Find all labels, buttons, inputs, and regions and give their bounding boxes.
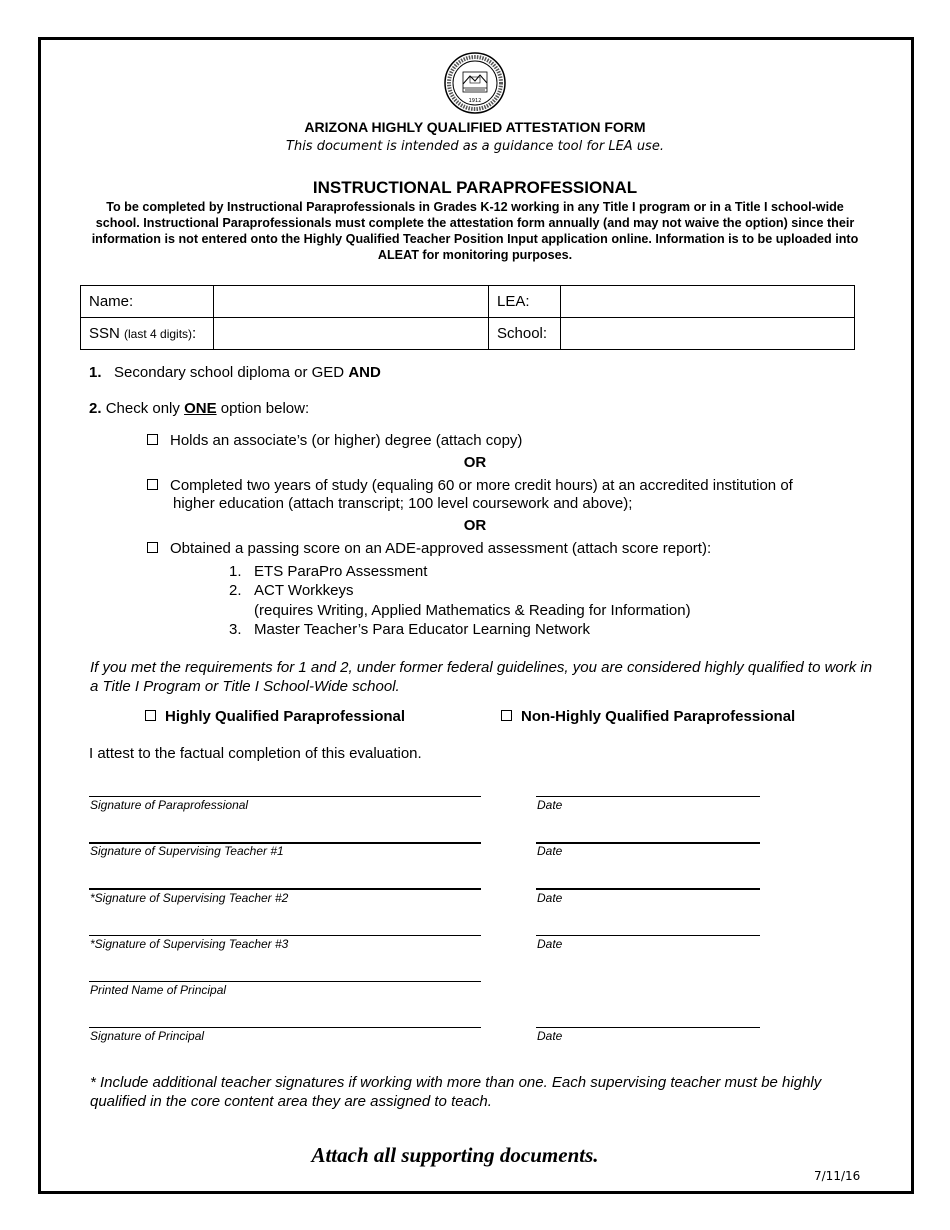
signature-label: Signature of Supervising Teacher #1 <box>90 844 284 858</box>
footnote: * Include additional teacher signatures if working with more than one. Each supervising teacher must be highly qualified in the core content area they are assigned to teach. <box>90 1074 822 1110</box>
signature-line[interactable] <box>89 888 481 890</box>
form-subtitle: This document is intended as a guidance tool for LEA use. <box>286 139 664 154</box>
date-line[interactable] <box>536 888 760 890</box>
name-label: Name: <box>81 286 214 318</box>
attach-notice: Attach all supporting documents. <box>311 1143 599 1167</box>
hq-option: Highly Qualified Paraprofessional <box>145 708 405 725</box>
option-associate-degree: Holds an associate’s (or higher) degree (attach copy) <box>147 432 522 450</box>
ssn-label: SSN (last 4 digits): <box>81 318 214 350</box>
version-date: 7/11/16 <box>814 1169 861 1183</box>
option-two-years-study: Completed two years of study (equaling 60 or more credit hours) at an accredited institution of higher education (attach transcript; 100 level coursework and above); <box>147 477 793 513</box>
date-line[interactable] <box>536 1027 760 1028</box>
workkeys-note: (requires Writing, Applied Mathematics & Reading for Information) <box>254 602 691 619</box>
signature-label: Signature of Principal <box>90 1029 205 1043</box>
arizona-state-seal <box>444 52 506 114</box>
info-table <box>80 285 855 350</box>
assessment-checkbox[interactable] <box>147 542 158 553</box>
signature-label: Signature of Paraprofessional <box>90 798 249 812</box>
name-field[interactable] <box>214 286 489 318</box>
intro-text: To be completed by Instructional Paraprofessionals in Grades K-12 working in any Title I program or in a Title I school-wide school. Instructional Paraprofessionals must complete the attestation form annually (and may not waive the option) since their information is not entered onto the Highly Qualified Teacher Position Input application online. Information is to be uploaded into ALEAT for monitoring purposes. <box>91 200 859 262</box>
option-assessment: Obtained a passing score on an ADE-approved assessment (attach score report): <box>147 540 711 558</box>
nhq-checkbox[interactable] <box>501 710 512 721</box>
date-label: Date <box>537 798 563 812</box>
ssn-note: (last 4 digits) <box>124 327 193 341</box>
section-heading: INSTRUCTIONAL PARAPROFESSIONAL <box>312 178 638 197</box>
form-title: ARIZONA HIGHLY QUALIFIED ATTESTATION FORM <box>304 119 646 135</box>
assessment-item: 3. Master Teacher’s Para Educator Learning Network <box>229 621 591 638</box>
printed-name-line[interactable] <box>89 981 481 982</box>
date-label: Date <box>537 891 563 905</box>
date-line[interactable] <box>536 842 760 844</box>
printed-name-label: Printed Name of Principal <box>90 983 227 997</box>
svg-text:1912: 1912 <box>468 98 482 104</box>
lea-label: LEA: <box>489 286 561 318</box>
requirement-2: 2. Check only ONE option below: <box>89 400 310 417</box>
assessment-item: 1. ETS ParaPro Assessment <box>229 563 428 580</box>
date-label: Date <box>537 1029 563 1043</box>
date-line[interactable] <box>536 796 760 797</box>
signature-line[interactable] <box>89 796 481 797</box>
or-separator: OR <box>463 517 487 534</box>
requirement-1: 1. Secondary school diploma or GED AND <box>89 364 381 381</box>
date-label: Date <box>537 937 563 951</box>
signature-line[interactable] <box>89 935 481 936</box>
associate-degree-checkbox[interactable] <box>147 434 158 445</box>
date-label: Date <box>537 844 563 858</box>
attest-statement: I attest to the factual completion of this evaluation. <box>89 745 422 762</box>
signature-label: *Signature of Supervising Teacher #2 <box>90 891 289 905</box>
or-separator: OR <box>463 454 487 471</box>
signature-label: *Signature of Supervising Teacher #3 <box>90 937 289 951</box>
nhq-option: Non-Highly Qualified Paraprofessional <box>501 708 795 725</box>
signature-line[interactable] <box>89 1027 481 1028</box>
school-label: School: <box>489 318 561 350</box>
hq-checkbox[interactable] <box>145 710 156 721</box>
school-field[interactable] <box>561 318 855 350</box>
date-line[interactable] <box>536 935 760 936</box>
lea-field[interactable] <box>561 286 855 318</box>
two-years-study-checkbox[interactable] <box>147 479 158 490</box>
ssn-field[interactable] <box>214 318 489 350</box>
assessment-item: 2. ACT Workkeys <box>229 582 354 599</box>
status-statement: If you met the requirements for 1 and 2, under former federal guidelines, you are considered highly qualified to work in a Title I Program or Title I School-Wide school. <box>90 659 873 695</box>
